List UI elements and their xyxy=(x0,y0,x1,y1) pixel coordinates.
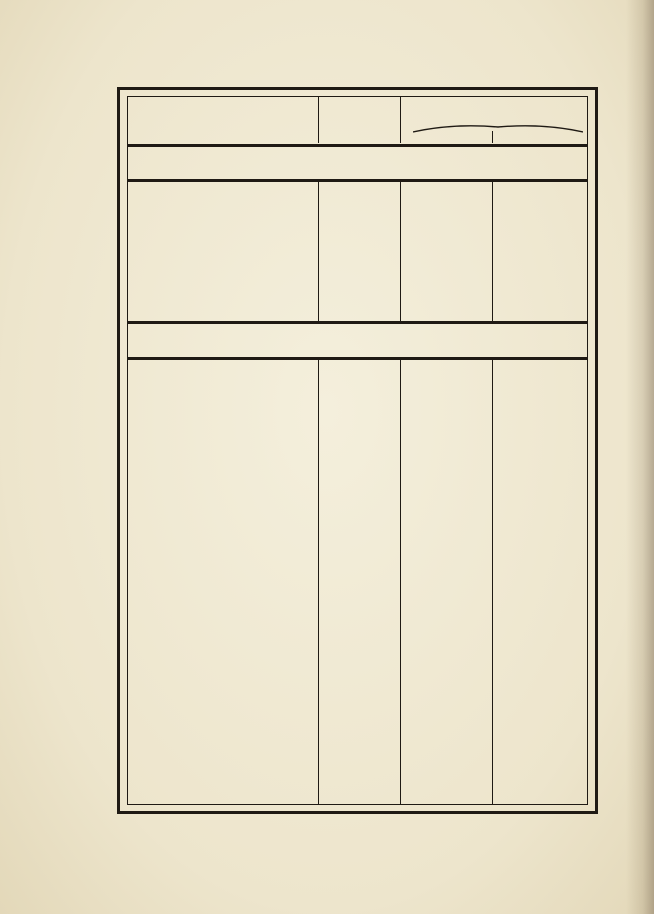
column-divider xyxy=(318,179,319,321)
column-divider xyxy=(492,360,493,804)
header-rule xyxy=(128,144,587,147)
column-divider xyxy=(400,360,401,804)
column-divider xyxy=(492,179,493,321)
section-rule xyxy=(128,321,587,324)
column-divider xyxy=(400,179,401,321)
coordinate-table xyxy=(127,96,588,805)
table-header xyxy=(128,97,587,149)
column-divider xyxy=(318,360,319,804)
section-rule xyxy=(128,357,587,360)
header-latitude xyxy=(318,101,400,149)
section-rule xyxy=(128,179,587,182)
running-header xyxy=(0,50,654,72)
page-spine-shadow xyxy=(626,0,654,914)
table-frame xyxy=(117,87,598,814)
